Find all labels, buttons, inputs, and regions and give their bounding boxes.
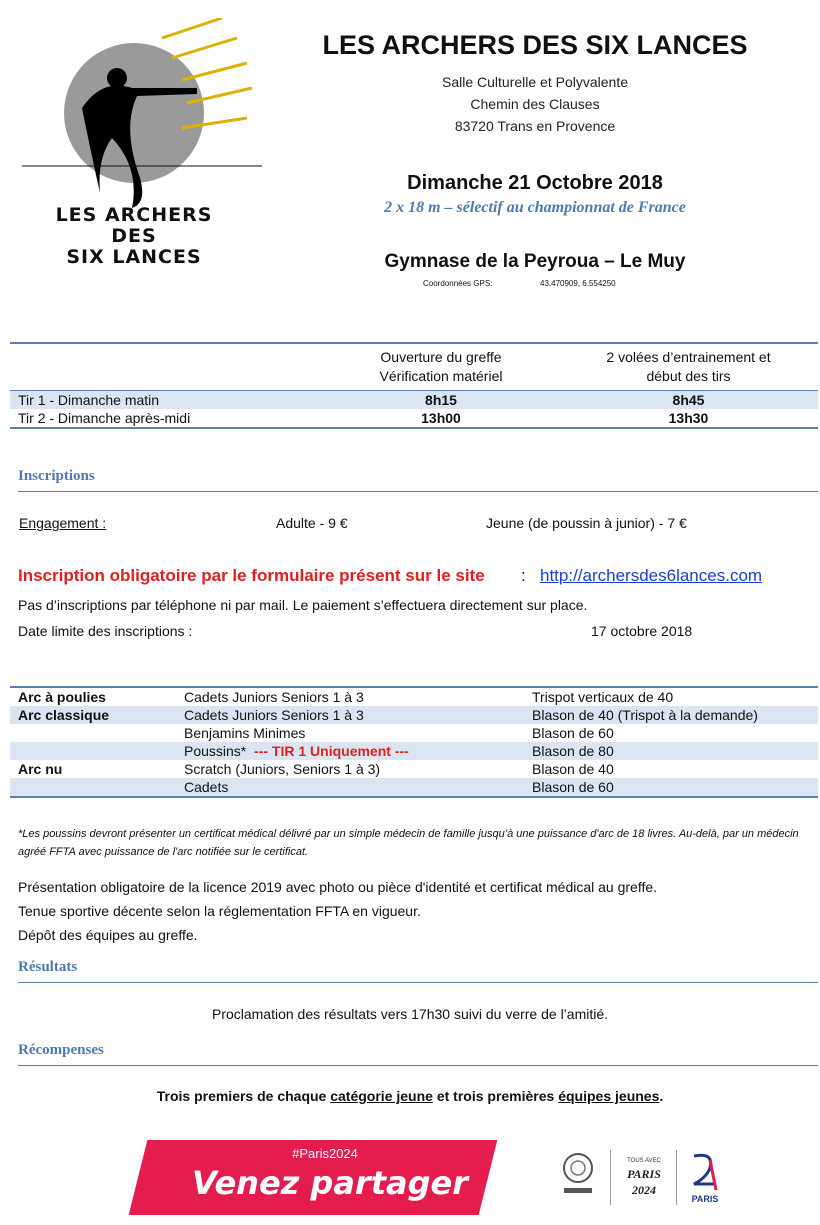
paris2024-bid-icon xyxy=(620,1152,668,1204)
venue-name: Gymnase de la Peyroua – Le Muy xyxy=(384,251,686,272)
paris-logo-label: PARIS xyxy=(691,1194,719,1204)
recompenses-text: Trois premiers de chaque catégorie jeune et trois premières équipes jeunes. xyxy=(156,1088,664,1104)
olympic-committee-icon xyxy=(556,1150,600,1200)
category-row: Arc nu Scratch (Juniors, Seniors 1 à 3) Blason de 40 xyxy=(18,761,614,777)
logo-line-3: SIX LANCES xyxy=(66,246,202,268)
svg-text:PARIS: PARIS xyxy=(627,1167,661,1181)
engagement-jeune: Jeune (de poussin à junior) - 7 € xyxy=(486,515,687,531)
deadline-value: 17 octobre 2018 xyxy=(591,623,693,639)
schedule-table xyxy=(10,342,818,429)
poussins-footnote: *Les poussins devront présenter un certificat médical délivré par un simple médecin de famille jusqu’à une puissance d'arc de 18 livres. Au-delà, par un médecin agréé FFTA avec puissance de l'arc notifiée sur le certificat. xyxy=(18,828,799,858)
event-subtitle: 2 x 18 m – sélectif au championnat de France xyxy=(384,199,686,216)
banner-slogan: Venez partager xyxy=(192,1164,468,1202)
engagement-label: Engagement : xyxy=(19,515,107,531)
schedule-row: Tir 2 - Dimanche après-midi 13h00 13h30 xyxy=(10,409,818,428)
category-row: Arc classique Cadets Juniors Seniors 1 à 3 Blason de 40 (Trispot à la demande) xyxy=(10,706,818,724)
colon: : xyxy=(521,566,526,585)
category-row: Benjamins Minimes Blason de 60 xyxy=(184,725,614,741)
site-link[interactable]: http://archersdes6lances.com xyxy=(540,566,763,585)
paris2024-logo-icon xyxy=(680,1150,730,1208)
logo-line-2: DES xyxy=(111,225,157,247)
deadline-label: Date limite des inscriptions : xyxy=(18,623,193,639)
schedule-header-row xyxy=(10,343,818,391)
resultats-text: Proclamation des résultats vers 17h30 suivi du verre de l’amitié. xyxy=(211,1006,609,1022)
registration-note: Pas d’inscriptions par téléphone ni par mail. Le paiement s’effectuera directement sur place. xyxy=(18,597,588,613)
resultats-heading: Résultats xyxy=(18,959,818,983)
address-line-1: Salle Culturelle et Polyvalente xyxy=(442,74,628,90)
svg-text:2024: 2024 xyxy=(632,1183,656,1197)
recompenses-heading: Récompenses xyxy=(18,1042,818,1066)
event-date: Dimanche 21 Octobre 2018 xyxy=(407,172,663,194)
mandatory-registration: Inscription obligatoire par le formulaire présent sur le site xyxy=(18,566,485,585)
logo-text xyxy=(14,205,254,268)
logo-line-1: LES ARCHERS xyxy=(55,204,213,226)
inscriptions-heading: Inscriptions xyxy=(18,468,818,492)
banner-divider xyxy=(676,1150,677,1205)
category-row: Poussins* --- TIR 1 Uniquement --- Blason de 80 xyxy=(10,742,818,760)
banner-hashtag: #Paris2024 xyxy=(292,1146,358,1161)
svg-text:TOUS AVEC: TOUS AVEC xyxy=(627,1158,661,1164)
category-row: Arc à poulies Cadets Juniors Seniors 1 à 3 Trispot verticaux de 40 xyxy=(10,687,818,706)
address-line-2: Chemin des Clauses xyxy=(470,96,600,112)
schedule-col-tirs: 2 volées d’entrainement et début des tirs xyxy=(551,343,818,391)
banner-divider xyxy=(610,1150,611,1205)
info-line-1: Présentation obligatoire de la licence 2019 avec photo ou pièce d'identité et certificat médical au greffe. xyxy=(18,879,658,895)
gps-value: 43.470909, 6.554250 xyxy=(540,279,616,288)
engagement-adulte: Adulte - 9 € xyxy=(276,515,348,531)
tir1-only-note: --- TIR 1 Uniquement --- xyxy=(254,743,409,759)
info-line-3: Dépôt des équipes au greffe. xyxy=(18,927,198,943)
address-line-3: 83720 Trans en Provence xyxy=(454,118,616,134)
gps-label: Coordonnées GPS: xyxy=(423,279,493,288)
info-line-2: Tenue sportive décente selon la réglementation FFTA en vigueur. xyxy=(18,903,421,919)
club-title: LES ARCHERS DES SIX LANCES xyxy=(322,30,748,60)
categories-table xyxy=(10,686,818,798)
schedule-row: Tir 1 - Dimanche matin 8h15 8h45 xyxy=(10,391,818,410)
category-row: Cadets Blason de 60 xyxy=(10,778,818,797)
schedule-col-greffe: Ouverture du greffe Vérification matériel xyxy=(323,343,551,391)
